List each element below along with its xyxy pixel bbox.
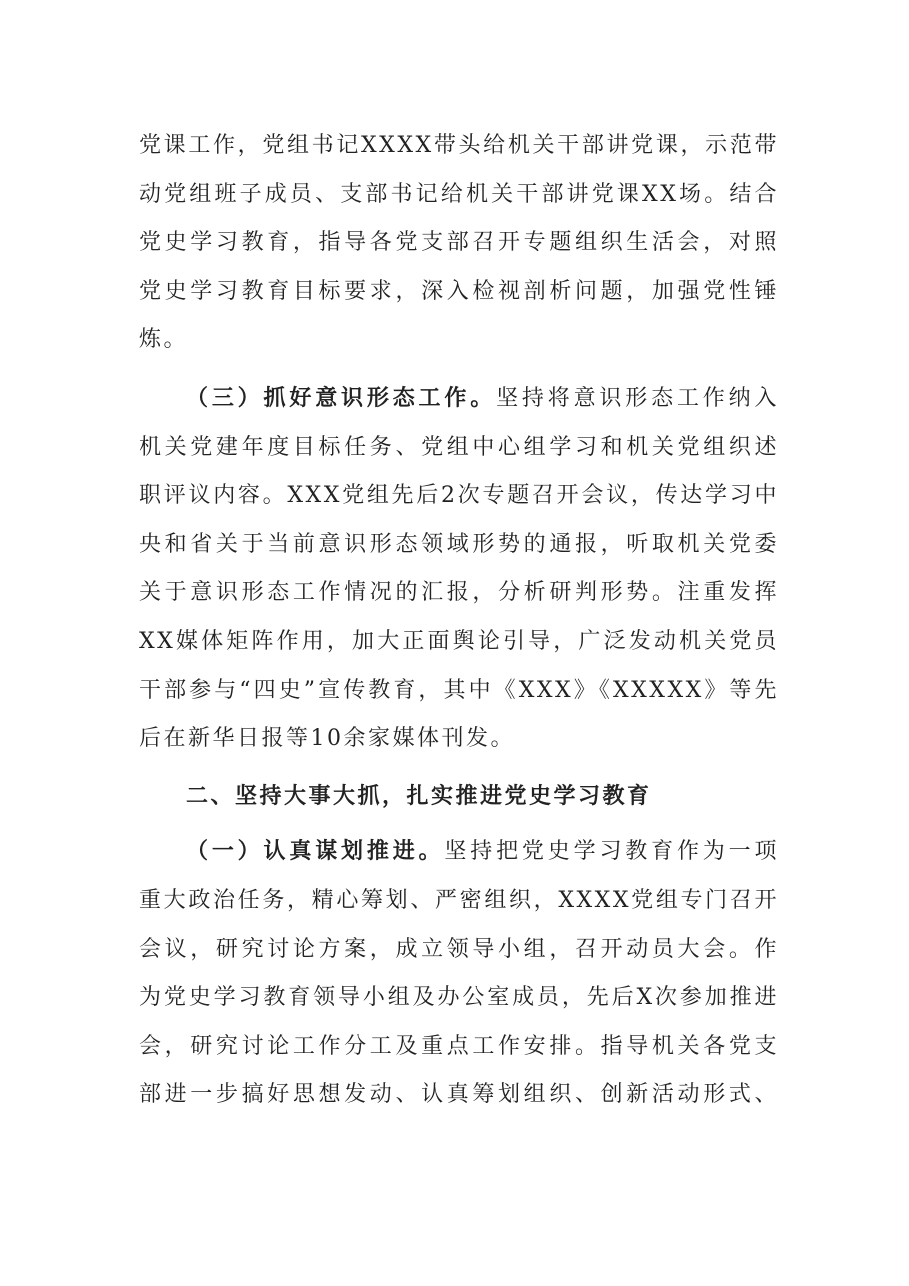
text-line: 部进一步搞好思想发动、认真筹划组织、创新活动形式、 xyxy=(139,1082,779,1108)
text-line: 重大政治任务，精心筹划、严密组织，XXXX党组专门召开 xyxy=(139,887,779,913)
paragraph-text: 坚持将意识形态工作纳入 xyxy=(496,385,779,411)
paragraph-ideology-work xyxy=(139,374,779,764)
text-line: 为党史学习教育领导小组及办公室成员，先后X次参加推进 xyxy=(139,985,779,1011)
paragraph-text: 坚持把党史学习教育作为一项 xyxy=(444,839,779,865)
text-line: XX媒体矩阵作用，加大正面舆论引导，广泛发动机关党员 xyxy=(139,628,779,654)
paragraph-planning xyxy=(139,827,779,1120)
text-line: 干部参与“四史”宣传教育，其中《XXX》《XXXXX》等先 xyxy=(139,677,779,703)
text-line: 党史学习教育目标要求，深入检视剖析问题，加强党性锤 xyxy=(139,278,779,304)
text-line: 动党组班子成员、支部书记给机关干部讲党课XX场。结合 xyxy=(139,181,779,207)
text-line: 职评议内容。XXX党组先后2次专题召开会议，传达学习中 xyxy=(139,483,779,509)
text-line-with-lead xyxy=(139,374,779,424)
section-heading: 二、坚持大事大抓，扎实推进党史学习教育 xyxy=(186,783,652,809)
text-line-with-lead xyxy=(139,827,779,877)
text-line: 后在新华日报等10余家媒体刊发。 xyxy=(139,726,515,752)
document-body xyxy=(139,122,779,1129)
text-line: 央和省关于当前意识形态领域形势的通报，听取机关党委 xyxy=(139,531,779,557)
paragraph-party-lecture xyxy=(139,122,779,365)
text-line: 关于意识形态工作情况的汇报，分析研判形势。注重发挥 xyxy=(139,580,779,606)
text-line: 炼。 xyxy=(139,327,189,353)
text-line: 会议，研究讨论方案，成立领导小组，召开动员大会。作 xyxy=(139,936,779,962)
text-line: 机关党建年度目标任务、党组中心组学习和机关党组织述 xyxy=(139,434,779,460)
paragraph-lead-heading: （一）认真谋划推进。 xyxy=(186,838,445,865)
text-line: 会，研究讨论工作分工及重点工作安排。指导机关各党支 xyxy=(139,1033,779,1059)
text-line: 党课工作，党组书记XXXX带头给机关干部讲党课，示范带 xyxy=(139,133,779,158)
text-line: 党史学习教育，指导各党支部召开专题组织生活会，对照 xyxy=(139,230,779,256)
paragraph-lead-heading: （三）抓好意识形态工作。 xyxy=(186,384,497,411)
